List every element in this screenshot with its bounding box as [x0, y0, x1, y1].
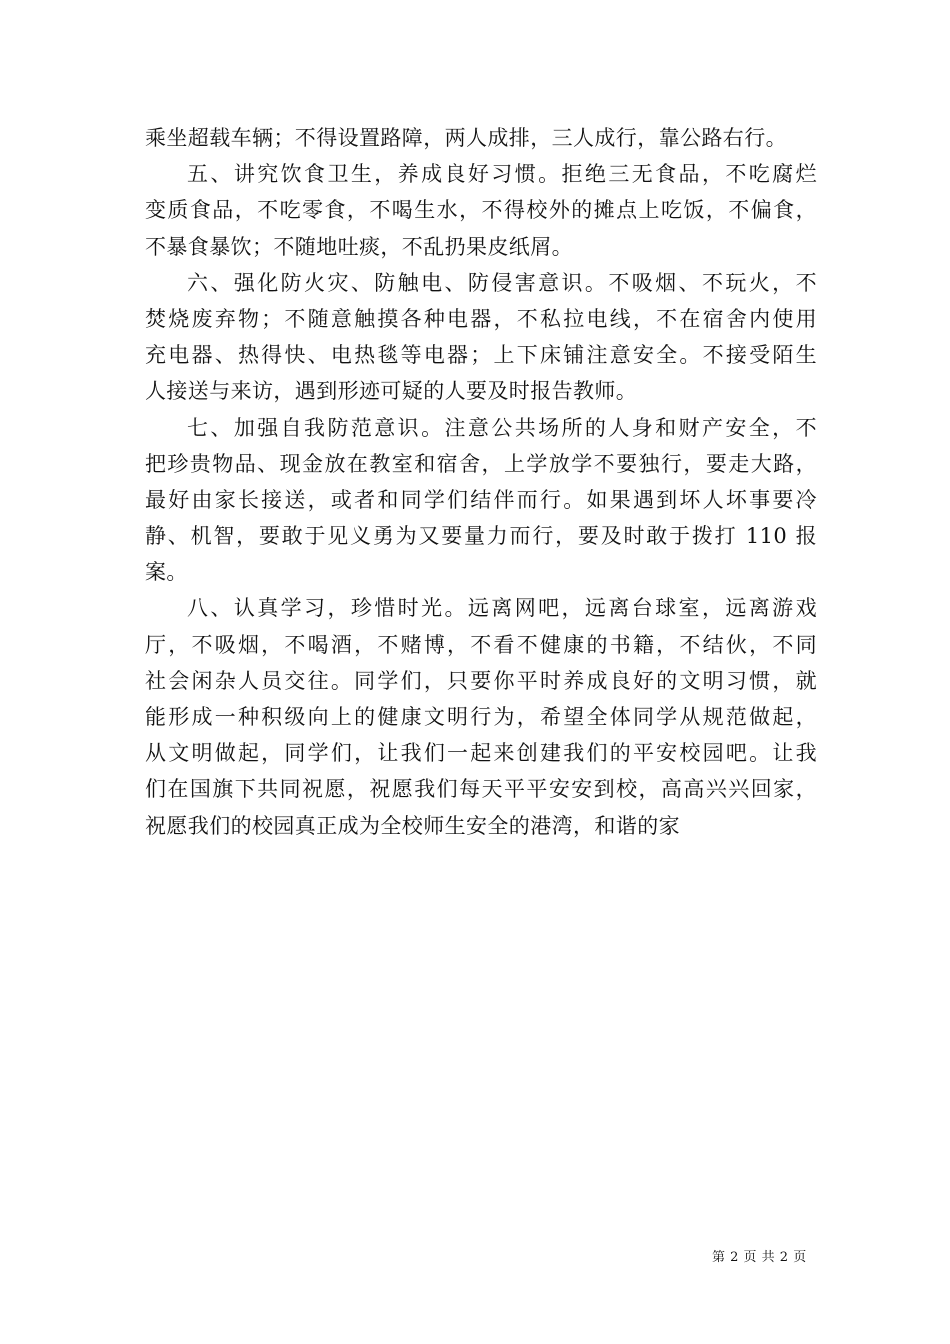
paragraph-five — [145, 156, 817, 265]
body-text — [145, 120, 817, 844]
text-line: 把珍贵物品、现金放在教室和宿舍，上学放学不要独行，要走大路， — [145, 451, 817, 476]
text-line: 社会闲杂人员交往。同学们，只要你平时养成良好的文明习惯，就 — [145, 668, 817, 693]
text-line: 焚烧废弃物；不随意触摸各种电器，不私拉电线，不在宿舍内使用 — [145, 306, 817, 331]
text-line: 祝愿我们的校园真正成为全校师生安全的港湾，和谐的家 — [145, 813, 680, 838]
text-line: 能形成一种积级向上的健康文明行为，希望全体同学从规范做起， — [145, 705, 817, 729]
text-line: 七、加强自我防范意识。注意公共场所的人身和财产安全，不 — [187, 415, 817, 440]
text-line: 八、认真学习，珍惜时光。远离网吧，远离台球室，远离游戏 — [187, 596, 817, 621]
text-line: 不暴食暴饮；不随地吐痰，不乱扔果皮纸屑。 — [145, 234, 573, 259]
text-line: 静、机智，要敢于见义勇为又要量力而行，要及时敢于拨打 110 报 — [145, 524, 817, 549]
text-line: 厅，不吸烟，不喝酒，不赌博，不看不健康的书籍，不结伙，不同 — [145, 632, 817, 657]
text-line: 六、强化防火灾、防触电、防侵害意识。不吸烟、不玩火，不 — [187, 270, 817, 295]
text-line: 变质食品，不吃零食，不喝生水，不得校外的摊点上吃饭，不偏食， — [145, 198, 817, 223]
text-line: 充电器、热得快、电热毯等电器；上下床铺注意安全。不接受陌生 — [145, 343, 817, 368]
text-line: 人接送与来访，遇到形迹可疑的人要及时报告教师。 — [145, 379, 638, 404]
text-line: 案。 — [145, 560, 188, 585]
paragraph-continuation — [145, 120, 817, 156]
paragraph-six — [145, 265, 817, 410]
text-line: 乘坐超载车辆；不得设置路障，两人成排，三人成行，靠公路右行。 — [145, 126, 787, 150]
text-line: 最好由家长接送，或者和同学们结伴而行。如果遇到坏人坏事要冷 — [145, 487, 817, 512]
paragraph-eight — [145, 590, 817, 843]
paragraph-seven — [145, 410, 817, 591]
text-line: 们在国旗下共同祝愿，祝愿我们每天平平安安到校，高高兴兴回家， — [145, 777, 817, 802]
page-number-footer: 第 2 页 共 2 页 — [712, 1250, 807, 1265]
text-line: 五、讲究饮食卫生，养成良好习惯。拒绝三无食品，不吃腐烂 — [187, 162, 817, 187]
text-line: 从文明做起，同学们，让我们一起来创建我们的平安校园吧。让我 — [145, 741, 817, 766]
